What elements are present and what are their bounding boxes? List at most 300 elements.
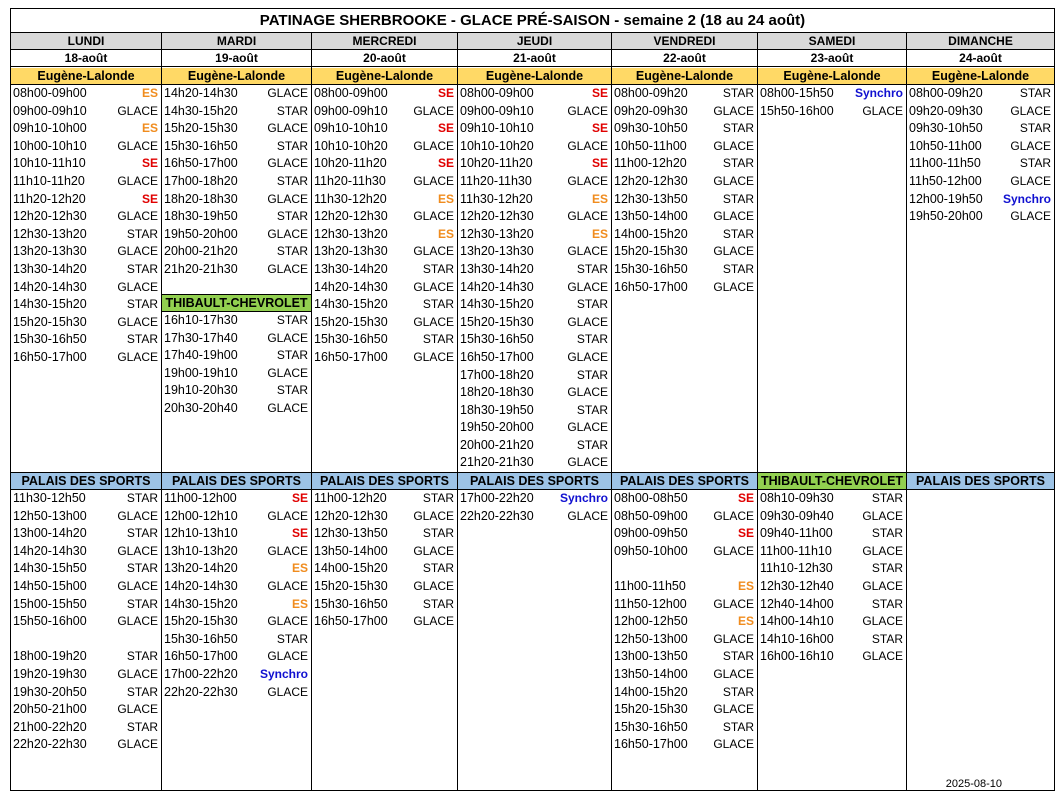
time-slot-row: [162, 596, 311, 614]
slot-type: STAR: [722, 191, 754, 206]
time-slot: 14h20-14h30: [164, 86, 238, 100]
day-date: 22-août: [612, 50, 757, 67]
time-slot: 08h10-09h30: [760, 491, 834, 505]
slot-type: GLACE: [862, 649, 903, 664]
time-slot: 13h20-13h30: [460, 244, 534, 259]
venue-section: [162, 472, 311, 701]
time-slot: 17h40-19h00: [164, 348, 238, 363]
time-slot-row: [312, 508, 457, 526]
time-slot: 15h20-15h30: [314, 578, 388, 593]
time-slot-row: [11, 701, 161, 719]
time-slot: 15h30-16h50: [460, 332, 534, 347]
slot-type: GLACE: [567, 279, 608, 294]
slot-type: GLACE: [713, 702, 754, 717]
time-slot-row: [458, 173, 611, 191]
time-slot: 10h10-10h20: [460, 138, 534, 153]
venue-header: Eugène-Lalonde: [612, 68, 757, 85]
venue-header: THIBAULT-CHEVROLET: [162, 295, 311, 312]
time-slot-row: [612, 666, 757, 684]
time-slot: 08h00-08h50: [614, 491, 688, 505]
time-slot: 11h30-12h20: [314, 191, 387, 206]
time-slot: 13h00-13h50: [614, 649, 688, 664]
time-slot-row: [11, 525, 161, 543]
slot-type: GLACE: [713, 631, 754, 646]
slot-type: GLACE: [267, 578, 308, 593]
time-slot: 08h00-15h50: [760, 86, 834, 100]
slot-type: GLACE: [413, 578, 454, 593]
time-slot: 11h30-12h20: [460, 191, 533, 206]
time-slot: 11h00-12h20: [314, 491, 387, 505]
slot-type: ES: [141, 121, 158, 136]
time-slot: 16h50-17h00: [614, 737, 688, 752]
time-slot-row: [612, 85, 757, 103]
time-slot: 15h30-16h50: [614, 719, 688, 734]
time-slot-row: [11, 666, 161, 684]
venue-section: [11, 68, 161, 367]
slot-type: GLACE: [117, 543, 158, 558]
slot-type: GLACE: [862, 578, 903, 593]
slot-type: GLACE: [117, 244, 158, 259]
day-name: JEUDI: [458, 33, 611, 50]
time-slot-row: [907, 120, 1054, 138]
time-slot: 13h50-14h00: [614, 209, 688, 224]
time-slot: 16h00-16h10: [760, 649, 834, 664]
time-slot: 13h30-14h20: [314, 261, 388, 276]
slot-type: STAR: [722, 684, 754, 699]
venue-section: [458, 472, 611, 525]
time-slot-row: [11, 155, 161, 173]
slot-type: ES: [591, 191, 608, 206]
time-slot: 11h30-12h50: [13, 491, 86, 505]
slot-type: STAR: [576, 297, 608, 312]
time-slot-row: [162, 120, 311, 138]
time-slot-row: [11, 208, 161, 226]
time-slot: 14h00-15h20: [614, 226, 688, 241]
slot-type: GLACE: [567, 349, 608, 364]
slot-type: GLACE: [117, 314, 158, 329]
slot-type: STAR: [722, 261, 754, 276]
slot-type: SE: [437, 156, 454, 171]
time-slot: 22h20-22h30: [164, 684, 238, 699]
slot-type: SE: [437, 121, 454, 136]
time-slot: 22h20-22h30: [13, 737, 87, 752]
slot-type: STAR: [126, 491, 158, 505]
time-slot-row: [11, 684, 161, 702]
time-slot-row: [162, 312, 311, 330]
time-slot-row: [312, 560, 457, 578]
time-slot: 10h10-10h20: [314, 138, 388, 153]
slot-type: GLACE: [267, 649, 308, 664]
time-slot-row: [612, 525, 757, 543]
slot-type: GLACE: [567, 314, 608, 329]
day-name: MARDI: [162, 33, 311, 50]
slot-type: GLACE: [1010, 209, 1051, 224]
slot-type: STAR: [871, 491, 903, 505]
time-slot: 18h20-18h30: [164, 191, 238, 206]
venue-header: PALAIS DES SPORTS: [907, 473, 1054, 490]
slot-type: STAR: [126, 226, 158, 241]
slot-type: STAR: [1019, 121, 1051, 136]
slot-type: STAR: [722, 649, 754, 664]
time-slot: 11h00-12h00: [164, 491, 237, 505]
time-slot-row: [312, 208, 457, 226]
time-slot: 11h10-11h20: [13, 173, 85, 188]
time-slot: 14h00-15h20: [614, 684, 688, 699]
slot-type: STAR: [422, 561, 454, 576]
time-slot-row: [162, 191, 311, 209]
time-slot-row: [907, 208, 1054, 226]
time-slot: 08h00-09h00: [314, 86, 388, 100]
time-slot: 14h20-14h30: [460, 279, 534, 294]
slot-type: GLACE: [413, 543, 454, 558]
time-slot: 19h50-20h00: [909, 209, 983, 224]
time-slot: 11h00-12h20: [614, 156, 687, 171]
slot-type: STAR: [276, 138, 308, 153]
slot-type: SE: [437, 86, 454, 100]
slot-type: Synchro: [854, 86, 903, 100]
day-date: 23-août: [758, 50, 906, 67]
time-slot-row: [458, 349, 611, 367]
time-slot-row: [458, 103, 611, 121]
time-slot: 09h10-10h00: [13, 121, 87, 136]
time-slot: 14h30-15h50: [13, 561, 87, 576]
slot-type: STAR: [126, 261, 158, 276]
time-slot-row: [758, 490, 906, 508]
slot-type: STAR: [126, 719, 158, 734]
time-slot: 12h50-13h00: [13, 508, 87, 523]
time-slot: 09h30-10h50: [614, 121, 688, 136]
time-slot: 14h50-15h00: [13, 578, 87, 593]
day-date: 24-août: [907, 50, 1054, 67]
time-slot-row: [312, 596, 457, 614]
venue-header: PALAIS DES SPORTS: [458, 473, 611, 490]
time-slot: 14h20-14h30: [314, 279, 388, 294]
time-slot-row: [11, 596, 161, 614]
time-slot: 15h30-16h50: [164, 631, 238, 646]
slot-type: GLACE: [267, 684, 308, 699]
day-column-vendredi: [611, 33, 758, 791]
time-slot-row: [162, 525, 311, 543]
time-slot: 12h50-13h00: [614, 631, 688, 646]
time-slot-row: [312, 349, 457, 367]
time-slot-row: [458, 419, 611, 437]
time-slot: 13h20-13h30: [13, 244, 87, 259]
time-slot-row: [11, 296, 161, 314]
slot-type: GLACE: [567, 209, 608, 224]
venue-section: [312, 472, 457, 631]
time-slot-row: [612, 613, 757, 631]
slot-type: STAR: [576, 402, 608, 417]
time-slot-row: [11, 261, 161, 279]
venue-section: [162, 68, 311, 279]
slot-type: STAR: [722, 226, 754, 241]
slot-type: GLACE: [413, 508, 454, 523]
time-slot-row: [162, 578, 311, 596]
time-slot-row: [11, 490, 161, 508]
time-slot-row: [11, 191, 161, 209]
slot-type: STAR: [126, 596, 158, 611]
time-slot-row: [11, 613, 161, 631]
slot-type: GLACE: [713, 543, 754, 558]
day-column-lundi: [10, 33, 162, 791]
slot-type: GLACE: [567, 385, 608, 400]
time-slot-row: [11, 226, 161, 244]
slot-type: STAR: [126, 332, 158, 347]
time-slot-row: [162, 365, 311, 383]
time-slot-row: [612, 719, 757, 737]
time-slot-row: [162, 631, 311, 649]
time-slot-row: [11, 349, 161, 367]
page-title: PATINAGE SHERBROOKE - GLACE PRÉ-SAISON - semaine 2 (18 au 24 août): [10, 8, 1055, 33]
slot-type: STAR: [276, 244, 308, 259]
time-slot: 10h50-11h00: [909, 138, 982, 153]
time-slot: 10h20-11h20: [460, 156, 533, 171]
time-slot: 16h50-17h00: [164, 649, 238, 664]
footer-date: 2025-08-10: [945, 778, 1002, 790]
time-slot-row: [11, 243, 161, 261]
time-slot-row: [907, 138, 1054, 156]
time-slot: 11h20-12h20: [13, 191, 86, 206]
slot-type: Synchro: [559, 491, 608, 505]
time-slot: 10h50-11h00: [614, 138, 687, 153]
time-slot-row: [612, 736, 757, 754]
time-slot: 12h10-13h10: [164, 526, 238, 541]
time-slot: 08h50-09h00: [614, 508, 688, 523]
time-slot-row: [312, 314, 457, 332]
time-slot: 12h30-13h50: [614, 191, 688, 206]
slot-type: GLACE: [713, 173, 754, 188]
time-slot-row: [458, 314, 611, 332]
venue-header: THIBAULT-CHEVROLET: [758, 473, 906, 490]
time-slot-row: [458, 384, 611, 402]
venue-header: Eugène-Lalonde: [458, 68, 611, 85]
time-slot-row: [612, 596, 757, 614]
time-slot: 09h50-10h00: [614, 543, 688, 558]
time-slot-row: [11, 138, 161, 156]
time-slot: 15h50-16h00: [760, 103, 834, 118]
slot-type: GLACE: [267, 508, 308, 523]
time-slot-row: [11, 314, 161, 332]
time-slot-row: [458, 138, 611, 156]
day-column-samedi: [757, 33, 907, 791]
time-slot: 17h00-18h20: [460, 367, 534, 382]
slot-type: STAR: [576, 261, 608, 276]
slot-type: GLACE: [117, 209, 158, 224]
time-slot-row: [612, 701, 757, 719]
time-slot-row: [162, 261, 311, 279]
time-slot-row: [162, 543, 311, 561]
day-name: LUNDI: [11, 33, 161, 50]
time-slot: 15h30-16h50: [164, 138, 238, 153]
slot-type: STAR: [576, 367, 608, 382]
time-slot: 09h10-10h10: [460, 121, 534, 136]
slot-type: GLACE: [117, 103, 158, 118]
time-slot-row: [907, 103, 1054, 121]
time-slot-row: [162, 490, 311, 508]
time-slot: 14h30-15h20: [13, 297, 87, 312]
time-slot: 10h10-11h10: [13, 156, 86, 171]
time-slot-row: [312, 525, 457, 543]
slot-type: GLACE: [413, 614, 454, 629]
venue-section: [458, 68, 611, 472]
time-slot: 15h30-16h50: [314, 332, 388, 347]
time-slot-row: [612, 261, 757, 279]
time-slot-row: [312, 138, 457, 156]
slot-type: STAR: [276, 631, 308, 646]
day-name: VENDREDI: [612, 33, 757, 50]
time-slot-row: [162, 243, 311, 261]
slot-type: GLACE: [117, 138, 158, 153]
slot-type: GLACE: [713, 508, 754, 523]
time-slot-row: [612, 138, 757, 156]
day-date: 21-août: [458, 50, 611, 67]
time-slot: 13h50-14h00: [314, 543, 388, 558]
time-slot: 13h50-14h00: [614, 666, 688, 681]
time-slot: 21h20-21h30: [164, 261, 238, 276]
time-slot-row: [162, 666, 311, 684]
time-slot-row: [11, 631, 161, 649]
time-slot-row: [458, 120, 611, 138]
time-slot: 14h20-14h30: [13, 543, 87, 558]
time-slot: 10h00-10h10: [13, 138, 87, 153]
slot-type: STAR: [871, 526, 903, 541]
time-slot-row: [162, 208, 311, 226]
slot-type: GLACE: [713, 737, 754, 752]
time-slot-row: [312, 85, 457, 103]
time-slot: 09h40-11h00: [760, 526, 833, 541]
time-slot-row: [11, 736, 161, 754]
time-slot-row: [312, 103, 457, 121]
time-slot-row: [162, 173, 311, 191]
time-slot: 12h30-13h50: [314, 526, 388, 541]
slot-type: GLACE: [267, 543, 308, 558]
slot-type: GLACE: [713, 138, 754, 153]
time-slot: 08h00-09h00: [13, 86, 87, 100]
slot-type: STAR: [422, 596, 454, 611]
venue-section: [612, 68, 757, 296]
slot-type: GLACE: [267, 614, 308, 629]
slot-type: GLACE: [713, 666, 754, 681]
time-slot-row: [312, 613, 457, 631]
slot-type: GLACE: [713, 103, 754, 118]
venue-header: PALAIS DES SPORTS: [612, 473, 757, 490]
time-slot: 12h20-12h30: [460, 209, 534, 224]
slot-type: SE: [141, 191, 158, 206]
day-column-mardi: [161, 33, 312, 791]
time-slot: 09h30-10h50: [909, 121, 983, 136]
time-slot: 20h50-21h00: [13, 702, 87, 717]
time-slot-row: [758, 525, 906, 543]
time-slot-row: [612, 560, 757, 578]
slot-type: STAR: [126, 526, 158, 541]
time-slot-row: [458, 226, 611, 244]
time-slot: 20h30-20h40: [164, 400, 238, 415]
day-column-jeudi: [457, 33, 612, 791]
slot-type: Synchro: [1002, 191, 1051, 206]
slot-type: GLACE: [267, 86, 308, 100]
time-slot-row: [612, 543, 757, 561]
time-slot-row: [612, 631, 757, 649]
venue-header: Eugène-Lalonde: [162, 68, 311, 85]
time-slot-row: [11, 279, 161, 297]
time-slot-row: [612, 155, 757, 173]
time-slot-row: [312, 296, 457, 314]
time-slot: 09h00-09h10: [460, 103, 534, 118]
slot-type: ES: [737, 614, 754, 629]
time-slot-row: [612, 120, 757, 138]
time-slot: 15h50-16h00: [13, 614, 87, 629]
time-slot: 12h30-12h40: [760, 578, 834, 593]
venue-header: Eugène-Lalonde: [758, 68, 906, 85]
time-slot: 11h20-11h30: [314, 173, 386, 188]
slot-type: GLACE: [117, 614, 158, 629]
slot-type: GLACE: [267, 191, 308, 206]
slot-type: SE: [291, 491, 308, 505]
time-slot: 15h20-15h30: [314, 314, 388, 329]
slot-type: SE: [737, 526, 754, 541]
time-slot: 12h30-13h20: [460, 226, 534, 241]
time-slot-row: [758, 596, 906, 614]
time-slot: 11h00-11h10: [760, 543, 832, 558]
day-name: SAMEDI: [758, 33, 906, 50]
time-slot-row: [312, 279, 457, 297]
time-slot: 14h30-15h20: [164, 596, 238, 611]
slot-type: GLACE: [413, 279, 454, 294]
slot-type: GLACE: [1010, 173, 1051, 188]
time-slot-row: [312, 155, 457, 173]
time-slot-row: [458, 85, 611, 103]
time-slot-row: [612, 684, 757, 702]
time-slot: 12h20-12h30: [13, 209, 87, 224]
slot-type: ES: [141, 86, 158, 100]
time-slot-row: [11, 508, 161, 526]
time-slot-row: [11, 103, 161, 121]
slot-type: GLACE: [567, 173, 608, 188]
time-slot-row: [907, 155, 1054, 173]
slot-type: SE: [591, 121, 608, 136]
time-slot-row: [458, 367, 611, 385]
time-slot: 13h10-13h20: [164, 543, 238, 558]
slot-type: GLACE: [713, 209, 754, 224]
slot-type: GLACE: [862, 614, 903, 629]
venue-header: Eugène-Lalonde: [907, 68, 1054, 85]
time-slot-row: [162, 330, 311, 348]
time-slot: 12h30-13h20: [314, 226, 388, 241]
time-slot: 16h50-17h00: [314, 349, 388, 364]
time-slot: 09h20-09h30: [614, 103, 688, 118]
time-slot: 12h40-14h00: [760, 596, 834, 611]
time-slot-row: [312, 191, 457, 209]
time-slot-row: [11, 719, 161, 737]
day-name: DIMANCHE: [907, 33, 1054, 50]
time-slot: 17h00-22h20: [460, 491, 534, 505]
time-slot-row: [758, 560, 906, 578]
slot-type: SE: [737, 491, 754, 505]
slot-type: SE: [591, 86, 608, 100]
time-slot: 13h20-13h30: [314, 244, 388, 259]
time-slot-row: [312, 543, 457, 561]
slot-type: GLACE: [713, 244, 754, 259]
slot-type: GLACE: [267, 121, 308, 136]
time-slot: 08h00-09h20: [614, 86, 688, 100]
time-slot-row: [162, 684, 311, 702]
time-slot-row: [11, 560, 161, 578]
slot-type: GLACE: [413, 314, 454, 329]
day-column-dimanche: [906, 33, 1055, 791]
time-slot: 11h20-11h30: [460, 173, 532, 188]
time-slot: 09h10-10h10: [314, 121, 388, 136]
slot-type: GLACE: [862, 543, 903, 558]
